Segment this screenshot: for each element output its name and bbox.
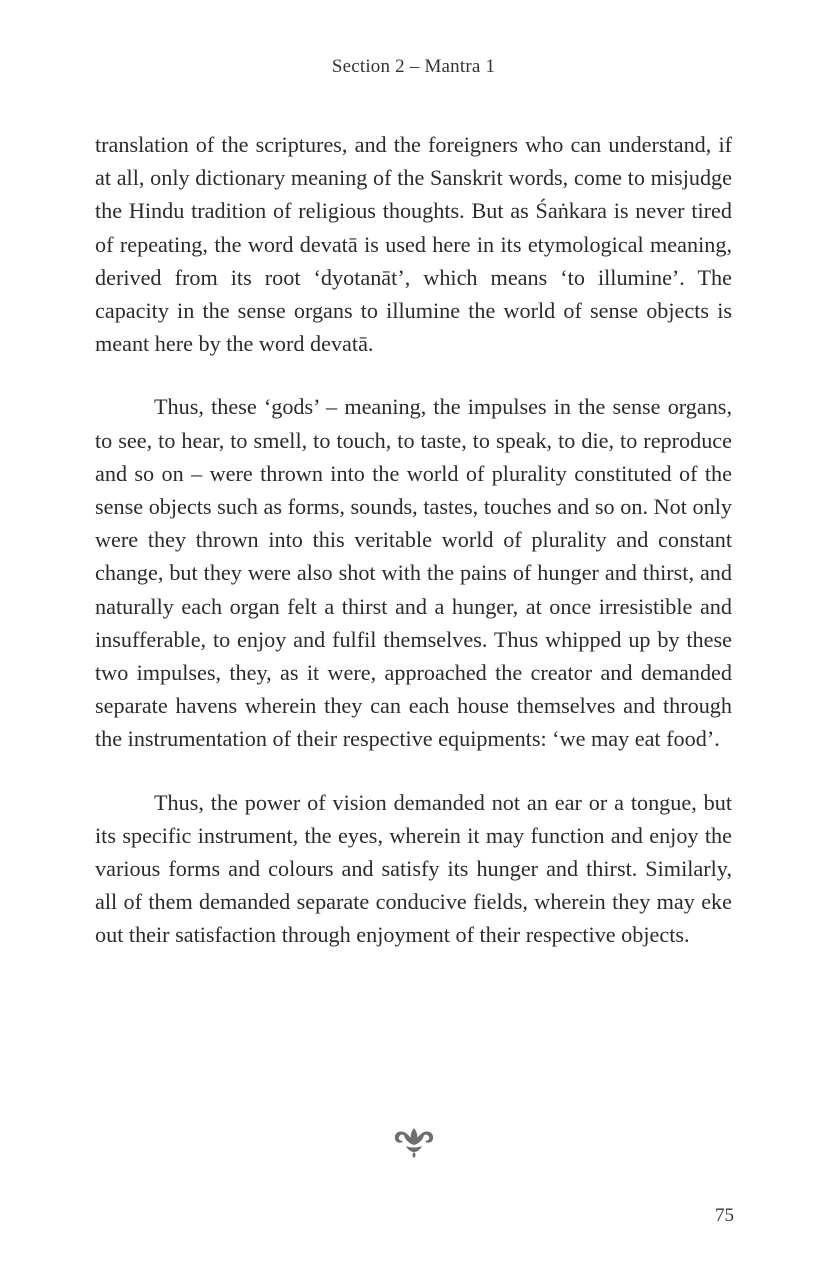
body-text [95, 128, 732, 952]
paragraph-3: Thus, the power of vision demanded not an ear or a tongue, but its specific instrument, the eyes, wherein it may function and enjoy the various forms and colours and satisfy its hunger and thirst. Similarly, all of them demanded separate conducive fields, wherein they may eke out their satisfaction through enjoyment of their respective objects. [95, 789, 732, 948]
page-number: 75 [715, 1205, 734, 1226]
paragraph-1: translation of the scriptures, and the foreigners who can understand, if at all, only dictionary meaning of the Sanskrit words, come to misjudge the Hindu tradition of religious thoughts. But as Śaṅkara is never tired of repeating, the word devatā is used here in its etymological meaning, derived from its root ‘dyotanāt’, which means ‘to illumine’. The capacity in the sense organs to illumine the world of sense objects is meant here by the word devatā. [95, 132, 732, 357]
lotus-ornament-icon [392, 1125, 436, 1159]
paragraph-2: Thus, these ‘gods’ – meaning, the impulses in the sense organs, to see, to hear, to smell, to touch, to taste, to speak, to die, to reproduce and so on – were thrown into the world of plurality constituted of the sense objects such as forms, sounds, tastes, touches and so on. Not only were they thrown into this veritable world of plurality and constant change, but they were also shot with the pains of hunger and thirst, and naturally each organ felt a thirst and a hunger, at once irresistible and insufferable, to enjoy and fulfil themselves. Thus whipped up by these two impulses, they, as it were, approached the creator and demanded separate havens wherein they can each house themselves and through the instrumentation of their respective equipments: ‘we may eat food’. [95, 394, 732, 752]
running-head: Section 2 – Mantra 1 [331, 56, 496, 77]
